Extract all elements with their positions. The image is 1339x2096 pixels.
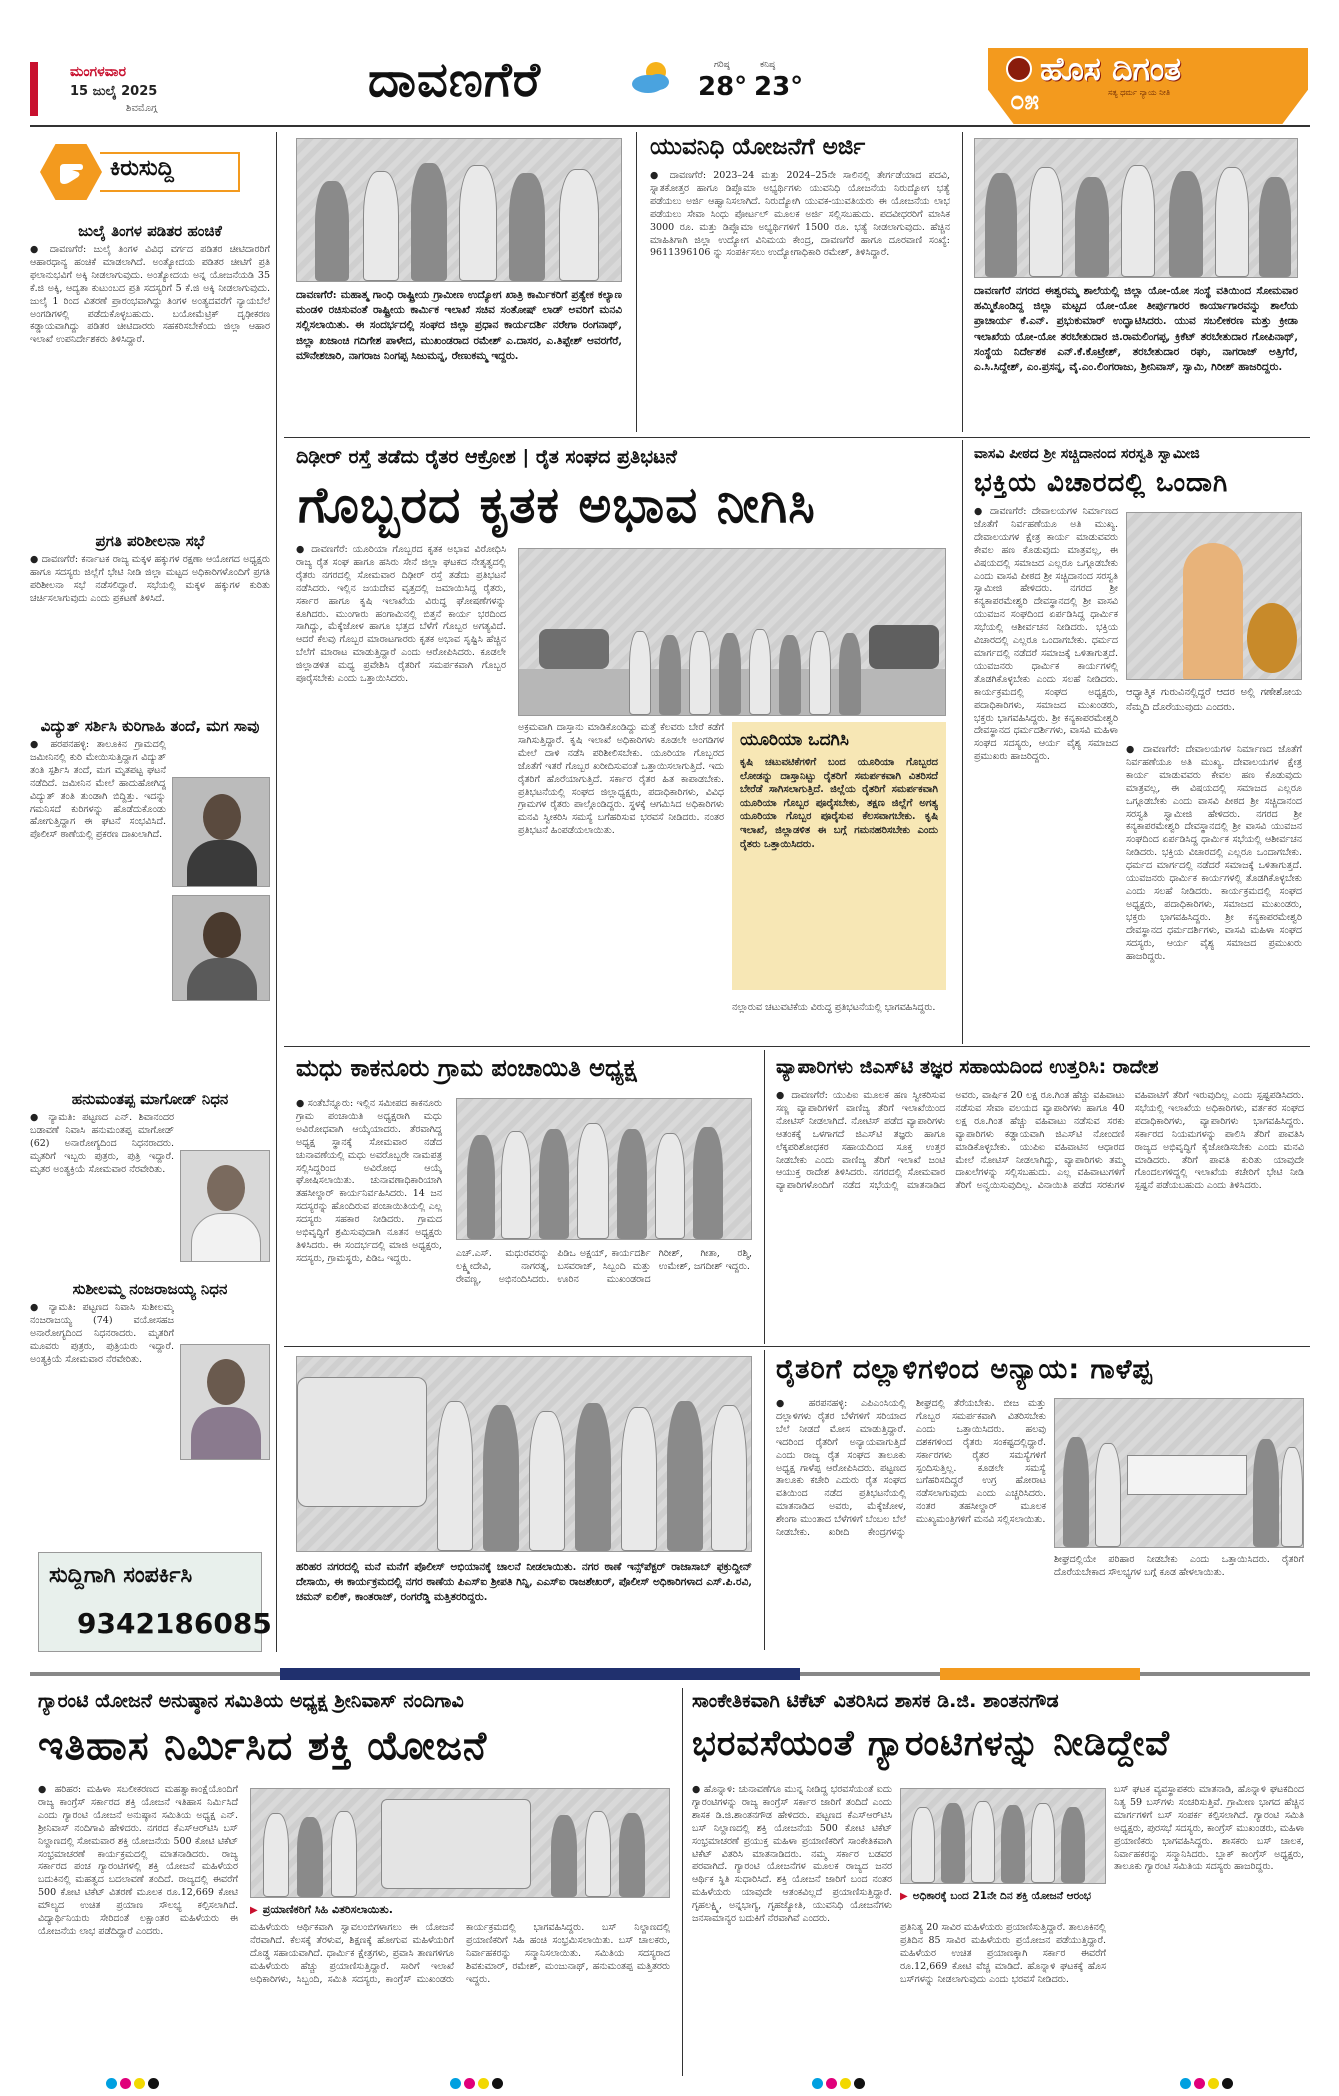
photo-person bbox=[509, 173, 545, 281]
photo-person bbox=[1063, 1437, 1089, 1547]
shakti-headline: ಇತಿಹಾಸ ನಿರ್ಮಿಸಿದ ಶಕ್ತಿ ಯೋಜನೆ bbox=[38, 1724, 488, 1769]
photo-person bbox=[1253, 1439, 1279, 1547]
gst-body: ● ದಾವಣಗೆರೆ: ಯುಪಿಐ ಮೂಲಕ ಹಣ ಸ್ವೀಕರಿಸುವ ಸಣ್ಣ ವ್ಯಾಪಾರಿಗಳಿಗೆ ವಾಣಿಜ್ಯ ತೆರಿಗೆ ಇಲಾಖೆಯಿಂದ ನೋಟಿಸ್ ನೀಡಲಾಗಿದೆ. ನೋಟಿಸ್ ಪಡೆದ ವ್ಯಾಪಾರಿಗಳು ಆತಂಕಕ್ಕೆ ಒಳಗಾಗದೆ ಜಿಎಸ್‌ಟಿ ತಜ್ಞರು ಹಾಗೂ ಲೆಕ್ಕಪರಿಶೋಧಕರ ಸಹಾಯದಿಂದ ಸೂಕ್ತ ಉತ್ತರ ನೀಡಬೇಕು ಎಂದು ವಾಣಿಜ್ಯ ತೆರಿಗೆ ಇಲಾಖೆ ಜಂಟಿ ಆಯುಕ್ತ ರಾದೇಶ ತಿಳಿಸಿದರು. ನಗರದಲ್ಲಿ ಸೋಮವಾರ ವ್ಯಾಪಾರಿಗಳೊಂದಿಗೆ ನಡೆದ ಸಭೆಯಲ್ಲಿ ಮಾತನಾಡಿದ ಅವರು, ವಾರ್ಷಿಕ 20 ಲಕ್ಷ ರೂ.ಗಿಂತ ಹೆಚ್ಚು ವಹಿವಾಟು ನಡೆಸುವ ಸೇವಾ ವಲಯದ ವ್ಯಾಪಾರಿಗಳು ಹಾಗೂ 40 ಲಕ್ಷ ರೂ.ಗಿಂತ ಹೆಚ್ಚು ವಹಿವಾಟು ನಡೆಸುವ ಸರಕು ವ್ಯಾಪಾರಿಗಳು ಕಡ್ಡಾಯವಾಗಿ ಜಿಎಸ್‌ಟಿ ನೋಂದಣಿ ಮಾಡಿಕೊಳ್ಳಬೇಕು. ಯುಪಿಐ ವಹಿವಾಟಿನ ಆಧಾರದ ಮೇಲೆ ನೋಟಿಸ್ ನೀಡಲಾಗಿದ್ದು, ವ್ಯಾಪಾರಿಗಳು ತಮ್ಮ ದಾಖಲೆಗಳನ್ನು ಸಲ್ಲಿಸಬಹುದು. ಎಲ್ಲ ವಹಿವಾಟುಗಳಿಗೆ ತೆರಿಗೆ ಅನ್ವಯಿಸುವುದಿಲ್ಲ. ವಿನಾಯಿತಿ ಪಡೆದ ಸರಕುಗಳ ವಹಿವಾಟಿಗೆ ತೆರಿಗೆ ಇರುವುದಿಲ್ಲ ಎಂದು ಸ್ಪಷ್ಟಪಡಿಸಿದರು. ಸಭೆಯಲ್ಲಿ ಇಲಾಖೆಯ ಅಧಿಕಾರಿಗಳು, ವರ್ತಕರ ಸಂಘದ ಪದಾಧಿಕಾರಿಗಳು, ವ್ಯಾಪಾರಿಗಳು ಭಾಗವಹಿಸಿದ್ದರು. ಸರ್ಕಾರದ ನಿಯಮಗಳನ್ನು ಪಾಲಿಸಿ ತೆರಿಗೆ ಪಾವತಿಸಿ ರಾಜ್ಯದ ಅಭಿವೃದ್ಧಿಗೆ ಕೈಜೋಡಿಸಬೇಕು ಎಂದು ಮನವಿ ಮಾಡಿದರು. ತೆರಿಗೆ ಪಾವತಿ ಕುರಿತು ಯಾವುದೇ ಗೊಂದಲಗಳಿದ್ದಲ್ಲಿ ಇಲಾಖೆಯ ಕಚೇರಿಗೆ ಭೇಟಿ ನೀಡಿ ಸ್ಪಷ್ಟನೆ ಪಡೆಯಬಹುದು ಎಂದು ತಿಳಿಸಿದರು. bbox=[776, 1090, 1304, 1192]
swamiji-body-col1: ● ದಾವಣಗೆರೆ: ದೇವಾಲಯಗಳ ನಿರ್ಮಾಣದ ಜೊತೆಗೆ ನಿರ್ವಹಣೆಯೂ ಅತಿ ಮುಖ್ಯ. ದೇವಾಲಯಗಳ ಕ್ಷೇತ್ರ ಕಾರ್ಯ ಮಾಡುವವರು ಕೇವಲ ಹಣ ಕೊಡುವುದು ಮಾತ್ರವಲ್ಲ, ಈ ವಿಷಯದಲ್ಲಿ ಸಮಾಜದ ಎಲ್ಲರೂ ಒಗ್ಗೂಡಬೇಕು ಎಂದು ವಾಸವಿ ಪೀಠದ ಶ್ರೀ ಸಚ್ಚಿದಾನಂದ ಸರಸ್ವತಿ ಸ್ವಾಮೀಜಿ ಹೇಳಿದರು. ನಗರದ ಶ್ರೀ ಕನ್ಯಕಾಪರಮೇಶ್ವರಿ ದೇವಸ್ಥಾನದಲ್ಲಿ ಶ್ರೀ ವಾಸವಿ ಯುವಜನ ಸಂಘದಿಂದ ಏರ್ಪಡಿಸಿದ್ದ ಧಾರ್ಮಿಕ ಸಭೆಯಲ್ಲಿ ಆಶೀರ್ವಚನ ನೀಡಿದರು. ಭಕ್ತಿಯ ವಿಚಾರದಲ್ಲಿ ಎಲ್ಲರೂ ಒಂದಾಗಬೇಕು. ಧರ್ಮದ ಮಾರ್ಗದಲ್ಲಿ ನಡೆದರೆ ಸಮಾಜಕ್ಕೆ ಒಳಿತಾಗುತ್ತದೆ. ಯುವಜನರು ಧಾರ್ಮಿಕ ಕಾರ್ಯಗಳಲ್ಲಿ ತೊಡಗಿಕೊಳ್ಳಬೇಕು ಎಂದು ಸಲಹೆ ನೀಡಿದರು. ಕಾರ್ಯಕ್ರಮದಲ್ಲಿ ಸಂಘದ ಅಧ್ಯಕ್ಷರು, ಪದಾಧಿಕಾರಿಗಳು, ಸಮಾಜದ ಮುಖಂಡರು, ಭಕ್ತರು ಭಾಗವಹಿಸಿದ್ದರು. ಶ್ರೀ ಕನ್ಯಕಾಪರಮೇಶ್ವರಿ ದೇವಸ್ಥಾನದ ಧರ್ಮದರ್ಶಿಗಳು, ವಾಸವಿ ಮಹಿಳಾ ಸಂಘದ ಸದಸ್ಯರು, ಆರ್ಯ ವೈಶ್ಯ ಸಮಾಜದ ಪ್ರಮುಖರು ಹಾಜರಿದ್ದರು. bbox=[974, 506, 1118, 763]
urea-box-title: ಯೂರಿಯಾ ಒದಗಿಸಿ bbox=[740, 730, 849, 750]
caption-arrow-icon: ▶ bbox=[900, 1891, 908, 1902]
photo-person bbox=[911, 1807, 935, 1883]
photo-person bbox=[551, 1815, 577, 1897]
swamiji-body-col2: ● ದಾವಣಗೆರೆ: ದೇವಾಲಯಗಳ ನಿರ್ಮಾಣದ ಜೊತೆಗೆ ನಿರ್ವಹಣೆಯೂ ಅತಿ ಮುಖ್ಯ. ದೇವಾಲಯಗಳ ಕ್ಷೇತ್ರ ಕಾರ್ಯ ಮಾಡುವವರು ಕೇವಲ ಹಣ ಕೊಡುವುದು ಮಾತ್ರವಲ್ಲ, ಈ ವಿಷಯದಲ್ಲಿ ಸಮಾಜದ ಎಲ್ಲರೂ ಒಗ್ಗೂಡಬೇಕು ಎಂದು ವಾಸವಿ ಪೀಠದ ಶ್ರೀ ಸಚ್ಚಿದಾನಂದ ಸರಸ್ವತಿ ಸ್ವಾಮೀಜಿ ಹೇಳಿದರು. ನಗರದ ಶ್ರೀ ಕನ್ಯಕಾಪರಮೇಶ್ವರಿ ದೇವಸ್ಥಾನದಲ್ಲಿ ಶ್ರೀ ವಾಸವಿ ಯುವಜನ ಸಂಘದಿಂದ ಏರ್ಪಡಿಸಿದ್ದ ಧಾರ್ಮಿಕ ಸಭೆಯಲ್ಲಿ ಆಶೀರ್ವಚನ ನೀಡಿದರು. ಭಕ್ತಿಯ ವಿಚಾರದಲ್ಲಿ ಎಲ್ಲರೂ ಒಂದಾಗಬೇಕು. ಧರ್ಮದ ಮಾರ್ಗದಲ್ಲಿ ನಡೆದರೆ ಸಮಾಜಕ್ಕೆ ಒಳಿತಾಗುತ್ತದೆ. ಯುವಜನರು ಧಾರ್ಮಿಕ ಕಾರ್ಯಗಳಲ್ಲಿ ತೊಡಗಿಕೊಳ್ಳಬೇಕು ಎಂದು ಸಲಹೆ ನೀಡಿದರು. ಕಾರ್ಯಕ್ರಮದಲ್ಲಿ ಸಂಘದ ಅಧ್ಯಕ್ಷರು, ಪದಾಧಿಕಾರಿಗಳು, ಸಮಾಜದ ಮುಖಂಡರು, ಭಕ್ತರು ಭಾಗವಹಿಸಿದ್ದರು. ಶ್ರೀ ಕನ್ಯಕಾಪರಮೇಶ್ವರಿ ದೇವಸ್ಥಾನದ ಧರ್ಮದರ್ಶಿಗಳು, ವಾಸವಿ ಮಹಿಳಾ ಸಂಘದ ಸದಸ್ಯರು, ಆರ್ಯ ವೈಶ್ಯ ಸಮಾಜದ ಪ್ರಮುಖರು ಹಾಜರಿದ್ದರು. bbox=[1126, 744, 1302, 962]
photo-guarantee-ticket bbox=[900, 1788, 1106, 1884]
photo-person bbox=[331, 1811, 357, 1897]
photo-swamiji-figure bbox=[1183, 543, 1243, 680]
photo-person bbox=[297, 1817, 323, 1897]
contact-label: ಸುದ್ದಿಗಾಗಿ ಸಂಪರ್ಕಿಸಿ bbox=[49, 1563, 193, 1588]
obituary-photo-hanumanthappa bbox=[180, 1150, 270, 1262]
guarantee-photo-caption-bar bbox=[900, 1884, 1106, 1918]
portrait-body bbox=[187, 958, 257, 1001]
sidebar-item-title: ಪ್ರಗತಿ ಪರಿಶೀಲನಾ ಸಭೆ bbox=[95, 532, 205, 550]
deceased-photo-father bbox=[172, 777, 270, 887]
paper-name: ಹೊಸ ದಿಗಂತ bbox=[1040, 50, 1182, 88]
photo-person bbox=[1075, 177, 1109, 277]
paper-logo bbox=[988, 48, 1308, 124]
guarantee-headline: ಭರವಸೆಯಂತೆ ಗ್ಯಾರಂಟಿಗಳನ್ನು ನೀಡಿದ್ದೇವೆ bbox=[692, 1724, 1171, 1764]
sidebar-item-title: ಸುಶೀಲಮ್ಮ ನಂಜರಾಜಯ್ಯ ನಿಧನ bbox=[72, 1280, 228, 1298]
sidebar-item-4 bbox=[30, 1090, 270, 1248]
row-rule bbox=[284, 1046, 1310, 1047]
photo-workers-memorandum bbox=[296, 138, 622, 282]
deceased-photo-son bbox=[172, 895, 270, 1001]
bar-gray-left bbox=[30, 1672, 280, 1676]
photo-person bbox=[1029, 167, 1063, 277]
lead-kicker: ದಿಢೀರ್ ರಸ್ತೆ ತಡೆದು ರೈತರ ಆಕ್ರೋಶ | ರೈತ ಸಂಘದ ಪ್ರತಿಭಟನೆ bbox=[296, 446, 677, 468]
photo-shakti-ticket bbox=[250, 1788, 670, 1898]
lead-body-col1: ● ದಾವಣಗೆರೆ: ಯೂರಿಯಾ ಗೊಬ್ಬರದ ಕೃತಕ ಅಭಾವ ವಿರೋಧಿಸಿ ರಾಜ್ಯ ರೈತ ಸಂಘ ಹಾಗೂ ಹಸಿರು ಸೇನೆ ಜಿಲ್ಲಾ ಘಟಕದ ನೇತೃತ್ವದಲ್ಲಿ ರೈತರು ನಗರದಲ್ಲಿ ಸೋಮವಾರ ದಿಢೀರ್ ರಸ್ತೆ ತಡೆದು ಪ್ರತಿಭಟನೆ ನಡೆಸಿದರು. ಇಲ್ಲಿನ ಜಯದೇವ ವೃತ್ತದಲ್ಲಿ ಜಮಾಯಿಸಿದ್ದ ರೈತರು, ಸರ್ಕಾರ ಹಾಗೂ ಕೃಷಿ ಇಲಾಖೆಯ ವಿರುದ್ಧ ಘೋಷಣೆಗಳನ್ನು ಕೂಗಿದರು. ಮುಂಗಾರು ಹಂಗಾಮಿನಲ್ಲಿ ಬಿತ್ತನೆ ಕಾರ್ಯ ಭರದಿಂದ ಸಾಗಿದ್ದು, ಮೆಕ್ಕೆಜೋಳ ಹಾಗೂ ಭತ್ತದ ಬೆಳೆಗೆ ಗೊಬ್ಬರ ಅಗತ್ಯವಿದೆ. ಆದರೆ ಕೆಲವು ಗೊಬ್ಬರ ಮಾರಾಟಗಾರರು ಕೃತಕ ಅಭಾವ ಸೃಷ್ಟಿಸಿ ಹೆಚ್ಚಿನ ಬೆಲೆಗೆ ಮಾರಾಟ ಮಾಡುತ್ತಿದ್ದಾರೆ ಎಂದು ಆರೋಪಿಸಿದರು. ಕೂಡಲೇ ಜಿಲ್ಲಾಡಳಿತ ಮಧ್ಯ ಪ್ರವೇಶಿಸಿ ರೈತರಿಗೆ ಸಮರ್ಪಕವಾಗಿ ಗೊಬ್ಬರ ಪೂರೈಸಬೇಕು ಎಂದು ಒತ್ತಾಯಿಸಿದರು. bbox=[296, 544, 506, 685]
photo-person bbox=[411, 163, 447, 281]
photo-person bbox=[1001, 1805, 1025, 1883]
masthead-rule bbox=[30, 125, 1310, 127]
masthead-red-rule bbox=[30, 62, 38, 116]
photo-person bbox=[655, 1133, 685, 1239]
photo-person bbox=[1259, 177, 1291, 277]
caption-arrow-icon: ▶ bbox=[250, 1905, 258, 1916]
guarantee-body-col1: ● ಹೊನ್ನಾಳಿ: ಚುನಾವಣೆಗೂ ಮುನ್ನ ನೀಡಿದ್ದ ಭರವಸೆಯಂತೆ ಐದು ಗ್ಯಾರಂಟಿಗಳನ್ನು ರಾಜ್ಯ ಕಾಂಗ್ರೆಸ್ ಸರ್ಕಾರ ಜಾರಿಗೆ ತಂದಿದೆ ಎಂದು ಶಾಸಕ ಡಿ.ಜಿ.ಶಾಂತನಗೌಡ ಹೇಳಿದರು. ಪಟ್ಟಣದ ಕೆಎಸ್‌ಆರ್‌ಟಿಸಿ ಬಸ್ ನಿಲ್ದಾಣದಲ್ಲಿ ಶಕ್ತಿ ಯೋಜನೆಯ 500 ಕೋಟಿ ಟಿಕೆಟ್ ಸಂಭ್ರಮಾಚರಣೆ ಪ್ರಯುಕ್ತ ಮಹಿಳಾ ಪ್ರಯಾಣಿಕರಿಗೆ ಸಾಂಕೇತಿಕವಾಗಿ ಟಿಕೆಟ್ ವಿತರಿಸಿ ಮಾತನಾಡಿದರು. ನಮ್ಮ ಸರ್ಕಾರ ಬಡವರ ಪರವಾಗಿದೆ. ಗ್ಯಾರಂಟಿ ಯೋಜನೆಗಳ ಮೂಲಕ ರಾಜ್ಯದ ಜನರ ಆರ್ಥಿಕ ಸ್ಥಿತಿ ಸುಧಾರಿಸಿದೆ. ಶಕ್ತಿ ಯೋಜನೆ ಜಾರಿಗೆ ಬಂದ ನಂತರ ಮಹಿಳೆಯರು ಯಾವುದೇ ಆತಂಕವಿಲ್ಲದೆ ಪ್ರಯಾಣಿಸುತ್ತಿದ್ದಾರೆ. ಗೃಹಲಕ್ಷ್ಮಿ, ಅನ್ನಭಾಗ್ಯ, ಗೃಹಜ್ಯೋತಿ, ಯುವನಿಧಿ ಯೋಜನೆಗಳು ಜನಸಾಮಾನ್ಯರ ಬದುಕಿಗೆ ನೆರವಾಗಿವೆ ಎಂದರು. bbox=[692, 1784, 892, 1925]
section-color-bar bbox=[30, 1668, 1310, 1680]
weather-icon bbox=[628, 58, 674, 98]
bar-orange bbox=[940, 1668, 1140, 1680]
sidebar-item-title: ಹನುಮಂತಪ್ಪ ಮಾಗೋಡ್ ನಿಧನ bbox=[71, 1090, 229, 1108]
photo-person bbox=[779, 635, 801, 715]
registration-mark bbox=[812, 2078, 870, 2090]
portrait-head bbox=[207, 1165, 245, 1211]
photo-police-campaign bbox=[296, 1356, 752, 1552]
photo-person bbox=[263, 1813, 289, 1897]
photo-banner bbox=[1127, 1455, 1247, 1495]
sidebar-item-title: ವಿದ್ಯುತ್ ಸರ್ಶಿಸಿ ಕುರಿಗಾಹಿ ತಂದೆ, ಮಗ ಸಾವು bbox=[40, 717, 260, 735]
row-rule bbox=[284, 437, 1310, 438]
masthead-day: ಮಂಗಳವಾರ bbox=[70, 64, 127, 80]
bar-gray-mid bbox=[800, 1672, 940, 1676]
farmers-body: ● ಹರಪನಹಳ್ಳಿ: ಎಪಿಎಂಸಿಯಲ್ಲಿ ದಲ್ಲಾಳಿಗಳು ರೈತರ ಬೆಳೆಗಳಿಗೆ ಸರಿಯಾದ ಬೆಲೆ ನೀಡದೆ ಮೋಸ ಮಾಡುತ್ತಿದ್ದಾರೆ. ಇದರಿಂದ ರೈತರಿಗೆ ಅನ್ಯಾಯವಾಗುತ್ತಿದೆ ಎಂದು ರಾಜ್ಯ ರೈತ ಸಂಘದ ತಾಲೂಕು ಅಧ್ಯಕ್ಷ ಗಾಳೆಪ್ಪ ಆರೋಪಿಸಿದರು. ಪಟ್ಟಣದ ತಾಲೂಕು ಕಚೇರಿ ಎದುರು ರೈತ ಸಂಘದ ವತಿಯಿಂದ ನಡೆದ ಪ್ರತಿಭಟನೆಯಲ್ಲಿ ಮಾತನಾಡಿದ ಅವರು, ಮೆಕ್ಕೆಜೋಳ, ಶೇಂಗಾ ಮುಂತಾದ ಬೆಳೆಗಳಿಗೆ ಬೆಂಬಲ ಬೆಲೆ ನೀಡಬೇಕು. ಖರೀದಿ ಕೇಂದ್ರಗಳನ್ನು ಶೀಘ್ರದಲ್ಲಿ ತೆರೆಯಬೇಕು. ಬೀಜ ಮತ್ತು ಗೊಬ್ಬರ ಸಮರ್ಪಕವಾಗಿ ವಿತರಿಸಬೇಕು ಎಂದು ಒತ್ತಾಯಿಸಿದರು. ಹಲವು ದಶಕಗಳಿಂದ ರೈತರು ಸಂಕಷ್ಟದಲ್ಲಿದ್ದಾರೆ. ಸರ್ಕಾರಗಳು ರೈತರ ಸಮಸ್ಯೆಗಳಿಗೆ ಸ್ಪಂದಿಸುತ್ತಿಲ್ಲ. ಕೂಡಲೇ ಸಮಸ್ಯೆ ಬಗೆಹರಿಸದಿದ್ದರೆ ಉಗ್ರ ಹೋರಾಟ ನಡೆಸಲಾಗುವುದು ಎಂದು ಎಚ್ಚರಿಸಿದರು. ನಂತರ ತಹಸೀಲ್ದಾರ್ ಮೂಲಕ ಮುಖ್ಯಮಂತ್ರಿಗಳಿಗೆ ಮನವಿ ಸಲ್ಲಿಸಲಾಯಿತು. bbox=[776, 1398, 1046, 1539]
photo-person bbox=[749, 629, 771, 715]
page-number: ೦೫ bbox=[1010, 86, 1040, 116]
min-temp: 23° bbox=[754, 72, 804, 102]
madhu-body-col2: ಎಚ್.ಎಸ್. ಮಧುರವರನ್ನು ಲಕ್ಷ್ಮೀದೇವಿ, ನಾಗರತ್ನ, ರೇವಣ್ಣ, ಅಭಿನಂದಿಸಿದರು. ಪಿಡಿಒ ಅಕ್ಷಯ್, ಕಾರ್ಯದರ್ಶಿ ಬಸವರಾಜ್, ಸಿಬ್ಬಂದಿ ಮತ್ತು ಊರಿನ ಮುಖಂಡರಾದ ಗಿರೀಶ್, ಗೀತಾ, ರಶ್ಮಿ, ಉಮೇಶ್, ಜಗದೀಶ್ ಇದ್ದರು. bbox=[456, 1248, 752, 1285]
photo-person bbox=[577, 1123, 609, 1239]
sidebar-item-title: ಜುಲೈ ತಿಂಗಳ ಪಡಿತರ ಹಂಚಿಕೆ bbox=[78, 222, 222, 240]
portrait-body bbox=[191, 1407, 261, 1460]
photo-car bbox=[539, 629, 609, 669]
badge-label: ಕಿರುಸುದ್ದಿ bbox=[110, 156, 174, 181]
yuvanidhi-body: ● ದಾವಣಗೆರೆ: 2023–24 ಮತ್ತು 2024–25ನೇ ಸಾಲಿನಲ್ಲಿ ತೇರ್ಗಡೆಯಾದ ಪದವಿ, ಸ್ನಾತಕೋತ್ತರ ಹಾಗೂ ಡಿಪ್ಲೊಮಾ ಅಭ್ಯರ್ಥಿಗಳು ಯುವನಿಧಿ ಯೋಜನೆಯ ನಿರುದ್ಯೋಗ ಭತ್ಯೆ ಪಡೆಯಲು ಅರ್ಜಿ ಆಹ್ವಾನಿಸಲಾಗಿದೆ. ನಿರುದ್ಯೋಗಿ ಯುವಕ-ಯುವತಿಯರು ಈ ಯೋಜನೆಯ ಲಾಭ ಪಡೆಯಲು ಸೇವಾ ಸಿಂಧು ಪೋರ್ಟಲ್ ಮೂಲಕ ಅರ್ಜಿ ಸಲ್ಲಿಸಬಹುದು. ಪದವೀಧರರಿಗೆ ಮಾಸಿಕ 3000 ರೂ. ಮತ್ತು ಡಿಪ್ಲೊಮಾ ಅಭ್ಯರ್ಥಿಗಳಿಗೆ 1500 ರೂ. ಭತ್ಯೆ ನೀಡಲಾಗುವುದು. ಹೆಚ್ಚಿನ ಮಾಹಿತಿಗಾಗಿ ಜಿಲ್ಲಾ ಉದ್ಯೋಗ ವಿನಿಮಯ ಕೇಂದ್ರ, ದಾವಣಗೆರೆ ಹಾಗೂ ದೂರವಾಣಿ ಸಂಖ್ಯೆ: 9611396106 ನ್ನು ಸಂಪರ್ಕಿಸಲು ಉದ್ಯೋಗಾಧಿಕಾರಿ ರಮೇಶ್, ತಿಳಿಸಿದ್ದಾರೆ. bbox=[650, 170, 950, 259]
photo-person bbox=[363, 171, 399, 281]
photo-person bbox=[529, 1411, 565, 1551]
photo-person bbox=[575, 1403, 611, 1551]
photo-person bbox=[1095, 1443, 1121, 1547]
shakti-body-col1: ● ಹರಿಹರ: ಮಹಿಳಾ ಸಬಲೀಕರಣದ ಮಹತ್ವಾಕಾಂಕ್ಷೆಯೊಂದಿಗೆ ರಾಜ್ಯ ಕಾಂಗ್ರೆಸ್ ಸರ್ಕಾರದ ಶಕ್ತಿ ಯೋಜನೆ ಇತಿಹಾಸ ನಿರ್ಮಿಸಿದೆ ಎಂದು ಗ್ಯಾರಂಟಿ ಯೋಜನೆ ಅನುಷ್ಠಾನ ಸಮಿತಿಯ ಅಧ್ಯಕ್ಷ ಎನ್. ಶ್ರೀನಿವಾಸ್ ನಂದಿಗಾವಿ ಹೇಳಿದರು. ನಗರದ ಕೆಎಸ್‌ಆರ್‌ಟಿಸಿ ಬಸ್ ನಿಲ್ದಾಣದಲ್ಲಿ ಸೋಮವಾರ ಶಕ್ತಿ ಯೋಜನೆಯ 500 ಕೋಟಿ ಟಿಕೆಟ್ ಸಂಭ್ರಮಾಚರಣೆ ಕಾರ್ಯಕ್ರಮದಲ್ಲಿ ಮಾತನಾಡಿದರು. ರಾಜ್ಯ ಸರ್ಕಾರದ ಪಂಚ ಗ್ಯಾರಂಟಿಗಳಲ್ಲಿ ಶಕ್ತಿ ಯೋಜನೆ ಮಹಿಳೆಯರ ಬದುಕಿನಲ್ಲಿ ಮಹತ್ವದ ಬದಲಾವಣೆ ತಂದಿದೆ. ರಾಜ್ಯದಲ್ಲಿ ಈವರೆಗೆ 500 ಕೋಟಿ ಟಿಕೆಟ್ ವಿತರಣೆ ಮೂಲಕ ರೂ.12,669 ಕೋಟಿ ಮೌಲ್ಯದ ಉಚಿತ ಪ್ರಯಾಣ ಸೌಲಭ್ಯ ಕಲ್ಪಿಸಲಾಗಿದೆ. ವಿದ್ಯಾರ್ಥಿನಿಯರು ಸೇರಿದಂತೆ ಲಕ್ಷಾಂತರ ಮಹಿಳೆಯರು ಈ ಯೋಜನೆಯ ಲಾಭ ಪಡೆದಿದ್ದಾರೆ ಎಂದರು. bbox=[38, 1784, 238, 1937]
photo-farmers-galeppa bbox=[1054, 1398, 1304, 1548]
photo-person bbox=[1281, 1447, 1303, 1547]
shakti-body-col2: ಮಹಿಳೆಯರು ಆರ್ಥಿಕವಾಗಿ ಸ್ವಾವಲಂಬಿಗಳಾಗಲು ಈ ಯೋಜನೆ ನೆರವಾಗಿದೆ. ಕೆಲಸಕ್ಕೆ ತೆರಳುವ, ಶಿಕ್ಷಣಕ್ಕೆ ಹೋಗುವ ಮಹಿಳೆಯರಿಗೆ ದೊಡ್ಡ ಸಹಾಯವಾಗಿದೆ. ಧಾರ್ಮಿಕ ಕ್ಷೇತ್ರಗಳು, ಪ್ರವಾಸಿ ತಾಣಗಳಿಗೂ ಮಹಿಳೆಯರು ಹೆಚ್ಚು ಪ್ರಯಾಣಿಸುತ್ತಿದ್ದಾರೆ. ಸಾರಿಗೆ ಇಲಾಖೆ ಅಧಿಕಾರಿಗಳು, ಸಿಬ್ಬಂದಿ, ಸಮಿತಿ ಸದಸ್ಯರು, ಕಾಂಗ್ರೆಸ್ ಮುಖಂಡರು ಕಾರ್ಯಕ್ರಮದಲ್ಲಿ ಭಾಗವಹಿಸಿದ್ದರು. ಬಸ್ ನಿಲ್ದಾಣದಲ್ಲಿ ಪ್ರಯಾಣಿಕರಿಗೆ ಸಿಹಿ ಹಂಚಿ ಸಂಭ್ರಮಿಸಲಾಯಿತು. ಬಸ್ ಚಾಲಕರು, ನಿರ್ವಾಹಕರನ್ನು ಸನ್ಮಾನಿಸಲಾಯಿತು. ಸಮಿತಿಯ ಸದಸ್ಯರಾದ ಶಿವಕುಮಾರ್, ರಮೇಶ್, ಮಂಜುನಾಥ್, ಹನುಮಂತಪ್ಪ ಮತ್ತಿತರರು ಇದ್ದರು. bbox=[250, 1922, 670, 1985]
portrait-body bbox=[191, 1213, 261, 1262]
photo-person bbox=[315, 181, 349, 281]
photo-person bbox=[693, 1127, 723, 1239]
portrait-head bbox=[207, 1359, 245, 1405]
photo-person bbox=[659, 635, 681, 715]
photo-person bbox=[1169, 171, 1203, 277]
photo-person bbox=[839, 633, 861, 715]
photo-yoyo-caption: ದಾವಣಗೆರೆ ನಗರದ ಈಶ್ವರಮ್ಮ ಶಾಲೆಯಲ್ಲಿ ಜಿಲ್ಲಾ ಯೋ-ಯೋ ಸಂಸ್ಥೆ ವತಿಯಿಂದ ಸೋಮವಾರ ಹಮ್ಮಿಕೊಂಡಿದ್ದ ಜಿಲ್ಲಾ ಮಟ್ಟದ ಯೋ-ಯೋ ತೀರ್ಪುಗಾರರ ಕಾರ್ಯಾಗಾರವನ್ನು ಶಾಲೆಯ ಪ್ರಾಚಾರ್ಯ ಕೆ.ಎನ್. ಪ್ರಭುಕುಮಾರ್ ಉದ್ಘಾಟಿಸಿದರು. ಯುವ ಸಬಲೀಕರಣ ಮತ್ತು ಕ್ರೀಡಾ ಇಲಾಖೆಯ ಯೋ-ಯೋ ತರಬೇತುದಾರ ಜಿ.ರಾಮಲಿಂಗಪ್ಪ, ಕ್ರಿಕೆಟ್ ತರಬೇತುದಾರ ಗೋಪಿನಾಥ್, ಸಂಸ್ಥೆಯ ನಿರ್ದೇಶಕ ಎನ್.ಕೆ.ಕೊಟ್ರೇಶ್, ತರಬೇತುದಾರ ರಘು, ನಾಗರಾಜ್ ಅತ್ತಿಗೆರೆ, ಎ.ಸಿ.ಸಿದ್ದೇಶ್, ಎಂ.ಪ್ರಸನ್ನ, ವೈ.ಎಂ.ಲಿಂಗರಾಜು, ಶ್ರೀನಿವಾಸ್, ಸ್ವಾಮಿ, ಗಿರೀಶ್ ಹಾಜರಿದ್ದರು. bbox=[974, 285, 1298, 374]
urea-box-body: ಕೃಷಿ ಚಟುವಟಿಕೆಗಳಿಗೆ ಬಂದ ಯೂರಿಯಾ ಗೊಬ್ಬರದ ಲೋಡನ್ನು ದಾಸ್ತಾನಿಟ್ಟು ರೈತರಿಗೆ ಸಮರ್ಪಕವಾಗಿ ವಿತರಿಸದೆ ಬೇರೆಡೆ ಸಾಗಿಸಲಾಗುತ್ತಿದೆ. ಜಿಲ್ಲೆಯ ರೈತರಿಗೆ ಸಮರ್ಪಕವಾಗಿ ಯೂರಿಯಾ ಗೊಬ್ಬರ ಪೂರೈಸಬೇಕು, ತಕ್ಷಣ ಜಿಲ್ಲೆಗೆ ಅಗತ್ಯ ಯೂರಿಯಾ ಗೊಬ್ಬರ ಪೂರೈಸುವ ಕೆಲಸವಾಗಬೇಕು. ಕೃಷಿ ಇಲಾಖೆ, ಜಿಲ್ಲಾಡಳಿತ ಈ ಬಗ್ಗೆ ಗಮನಹರಿಸಬೇಕು ಎಂದು ರೈತರು ಒತ್ತಾಯಿಸಿದರು. bbox=[740, 757, 938, 850]
photo-madhu-felicitation bbox=[456, 1098, 752, 1240]
photo-person bbox=[667, 1401, 703, 1551]
photo-person bbox=[617, 1129, 647, 1239]
photo-person bbox=[585, 1811, 611, 1897]
col-divider bbox=[636, 132, 637, 432]
photo-farmers-protest bbox=[518, 548, 946, 716]
sidebar-item-1 bbox=[30, 222, 270, 562]
portrait-body bbox=[187, 840, 257, 887]
row-rule bbox=[284, 1346, 1310, 1347]
photo-person bbox=[689, 631, 711, 715]
col-divider bbox=[764, 1050, 765, 1344]
lead-body-col2: ಅಕ್ರಮವಾಗಿ ದಾಸ್ತಾನು ಮಾಡಿಕೊಂಡಿದ್ದು ಮತ್ತೆ ಕೆಲವರು ಬೇರೆ ಕಡೆಗೆ ಸಾಗಿಸುತ್ತಿದ್ದಾರೆ. ಕೃಷಿ ಇಲಾಖೆ ಅಧಿಕಾರಿಗಳು ಕೂಡಲೇ ಅಂಗಡಿಗಳ ಮೇಲೆ ದಾಳಿ ನಡೆಸಿ ಪರಿಶೀಲಿಸಬೇಕು. ಯೂರಿಯಾ ಗೊಬ್ಬರದ ಜೊತೆಗೆ ಇತರೆ ಗೊಬ್ಬರ ಖರೀದಿಸುವಂತೆ ಒತ್ತಾಯಿಸಲಾಗುತ್ತಿದೆ. ಇದು ರೈತರಿಗೆ ಹೊರೆಯಾಗುತ್ತಿದೆ. ಸರ್ಕಾರ ರೈತರ ಹಿತ ಕಾಪಾಡಬೇಕು. ಪ್ರತಿಭಟನೆಯಲ್ಲಿ ಸಂಘದ ಜಿಲ್ಲಾಧ್ಯಕ್ಷರು, ಪದಾಧಿಕಾರಿಗಳು, ವಿವಿಧ ಗ್ರಾಮಗಳ ರೈತರು ಪಾಲ್ಗೊಂಡಿದ್ದರು. ಸ್ಥಳಕ್ಕೆ ಆಗಮಿಸಿದ ಅಧಿಕಾರಿಗಳು ಮನವಿ ಸ್ವೀಕರಿಸಿ ಸಮಸ್ಯೆ ಬಗೆಹರಿಸುವ ಭರವಸೆ ನೀಡಿದರು. ನಂತರ ಪ್ರತಿಭಟನೆ ಹಿಂಪಡೆಯಲಾಯಿತು. bbox=[518, 722, 724, 837]
photo-person bbox=[971, 1801, 995, 1883]
max-temp-label: ಗರಿಷ್ಠ bbox=[714, 60, 730, 70]
shakti-kicker: ಗ್ಯಾರಂಟಿ ಯೋಜನೆ ಅನುಷ್ಠಾನ ಸಮಿತಿಯ ಅಧ್ಯಕ್ಷ ಶ್ರೀನಿವಾಸ್ ನಂದಿಗಾವಿ bbox=[38, 1690, 464, 1712]
swamiji-kicker: ವಾಸವಿ ಪೀಠದ ಶ್ರೀ ಸಚ್ಚಿದಾನಂದ ಸರಸ್ವತಿ ಸ್ವಾಮೀಜಿ bbox=[974, 446, 1200, 462]
sidebar-item-body: ● ಹರಪನಹಳ್ಳಿ: ತಾಲೂಕಿನ ಗ್ರಾಮದಲ್ಲಿ ಜಮೀನಿನಲ್ಲಿ ಕುರಿ ಮೇಯಿಸುತ್ತಿದ್ದಾಗ ವಿದ್ಯುತ್ ತಂತಿ ಸ್ಪರ್ಶಿಸಿ ತಂದೆ, ಮಗ ಮೃತಪಟ್ಟ ಘಟನೆ ನಡೆದಿದೆ. ಜಮೀನಿನ ಮೇಲೆ ಹಾದುಹೋಗಿದ್ದ ವಿದ್ಯುತ್ ತಂತಿ ತುಂಡಾಗಿ ಬಿದ್ದಿತ್ತು. ಇದನ್ನು ಗಮನಿಸದೆ ಕುರಿಗಳನ್ನು ಹೊಡೆದುಕೊಂಡು ಹೋಗುತ್ತಿದ್ದಾಗ ಈ ಘಟನೆ ಸಂಭವಿಸಿದೆ. ಪೊಲೀಸ್ ಠಾಣೆಯಲ್ಲಿ ಪ್ರಕರಣ ದಾಖಲಾಗಿದೆ. bbox=[30, 739, 166, 841]
guarantee-body-col2: ಪ್ರತಿನಿತ್ಯ 20 ಸಾವಿರ ಮಹಿಳೆಯರು ಪ್ರಯಾಣಿಸುತ್ತಿದ್ದಾರೆ. ತಾಲೂಕಿನಲ್ಲಿ ಪ್ರತಿದಿನ 85 ಸಾವಿರ ಮಹಿಳೆಯರು ಪ್ರಯೋಜನ ಪಡೆಯುತ್ತಿದ್ದಾರೆ. ಮಹಿಳೆಯರ ಉಚಿತ ಪ್ರಯಾಣಕ್ಕಾಗಿ ಸರ್ಕಾರ ಈವರೆಗೆ ರೂ.12,669 ಕೋಟಿ ವೆಚ್ಚ ಮಾಡಿದೆ. ಹೊನ್ನಾಳಿ ಘಟಕಕ್ಕೆ ಹೊಸ ಬಸ್‌ಗಳನ್ನು ನೀಡಲಾಗುವುದು ಎಂದು ಭರವಸೆ ನೀಡಿದರು. bbox=[900, 1922, 1106, 1985]
edition-title: ದಾವಣಗೆರೆ bbox=[368, 52, 542, 108]
photo-swamiji bbox=[1126, 512, 1302, 680]
photo-person bbox=[559, 169, 599, 281]
photo-person bbox=[483, 1405, 519, 1551]
badge-icon bbox=[40, 144, 102, 200]
photo-vehicle bbox=[297, 1377, 427, 1507]
sidebar-item-body: ● ದಾವಣಗೆರೆ: ಜುಲೈ ತಿಂಗಳ ವಿವಿಧ ವರ್ಗದ ಪಡಿತರ ಚೀಟಿದಾರರಿಗೆ ಆಹಾರಧಾನ್ಯ ಹಂಚಿಕೆ ಮಾಡಲಾಗಿದೆ. ಅಂತ್ಯೋದಯ ಪಡಿತರ ಚೀಟಿಗೆ ಪ್ರತಿ ಫಲಾನುಭವಿಗೆ ಅಕ್ಕಿ ನೀಡಲಾಗುವುದು. ಅಂತ್ಯೋದಯ ಅನ್ನ ಯೋಜನೆಯಡಿ 35 ಕೆ.ಜಿ ಅಕ್ಕಿ, ಆದ್ಯತಾ ಕುಟುಂಬದ ಪ್ರತಿ ಸದಸ್ಯರಿಗೆ 5 ಕೆ.ಜಿ ಅಕ್ಕಿ ನೀಡಲಾಗುವುದು. ಜುಲೈ 1 ರಿಂದ ವಿತರಣೆ ಪ್ರಾರಂಭವಾಗಿದ್ದು ತಿಂಗಳ ಅಂತ್ಯದವರೆಗೆ ನ್ಯಾಯಬೆಲೆ ಅಂಗಡಿಗಳಲ್ಲಿ ಪಡೆದುಕೊಳ್ಳಬಹುದು. ಬಯೋಮೆಟ್ರಿಕ್ ದೃಢೀಕರಣ ಕಡ್ಡಾಯವಾಗಿದ್ದು ಪಡಿತರ ಚೀಟಿದಾರರು ಸಹಕರಿಸಬೇಕೆಂದು ಜಿಲ್ಲಾ ಆಹಾರ ಇಲಾಖೆ ಉಪನಿರ್ದೇಶಕರು ತಿಳಿಸಿದ್ದಾರೆ. bbox=[30, 244, 270, 346]
portrait-head bbox=[203, 794, 241, 840]
col-divider bbox=[764, 1350, 765, 1650]
paper-tagline: ಸತ್ಯ ಧರ್ಮ ನ್ಯಾಯ ನೀತಿ bbox=[1108, 88, 1171, 97]
madhu-body-col1: ● ಸಂತೆಬೆನ್ನೂರು: ಇಲ್ಲಿನ ಸಮೀಪದ ಕಾಕನೂರು ಗ್ರಾಮ ಪಂಚಾಯಿತಿ ಅಧ್ಯಕ್ಷರಾಗಿ ಮಧು ಅವಿರೋಧವಾಗಿ ಆಯ್ಕೆಯಾದರು. ತೆರವಾಗಿದ್ದ ಅಧ್ಯಕ್ಷ ಸ್ಥಾನಕ್ಕೆ ಸೋಮವಾರ ನಡೆದ ಚುನಾವಣೆಯಲ್ಲಿ ಮಧು ಅವರೊಬ್ಬರೇ ನಾಮಪತ್ರ ಸಲ್ಲಿಸಿದ್ದರಿಂದ ಅವಿರೋಧ ಆಯ್ಕೆ ಘೋಷಿಸಲಾಯಿತು. ಚುನಾವಣಾಧಿಕಾರಿಯಾಗಿ ತಹಸೀಲ್ದಾರ್ ಕಾರ್ಯನಿರ್ವಹಿಸಿದರು. 14 ಜನ ಸದಸ್ಯರನ್ನು ಹೊಂದಿರುವ ಪಂಚಾಯಿತಿಯಲ್ಲಿ ಎಲ್ಲ ಸದಸ್ಯರು ಸಹಕಾರ ನೀಡಿದರು. ಗ್ರಾಮದ ಅಭಿವೃದ್ಧಿಗೆ ಶ್ರಮಿಸುವುದಾಗಿ ನೂತನ ಅಧ್ಯಕ್ಷರು ತಿಳಿಸಿದರು. ಈ ಸಂದರ್ಭದಲ್ಲಿ ಮಾಜಿ ಅಧ್ಯಕ್ಷರು, ಸದಸ್ಯರು, ಗ್ರಾಮಸ್ಥರು, ಪಿಡಿಒ ಇದ್ದರು. bbox=[296, 1098, 442, 1264]
photo-person bbox=[621, 1407, 657, 1551]
masthead-date: 15 ಜುಲೈ 2025 bbox=[70, 84, 158, 99]
lead-body-col3: ನಲ್ಲಾರುವ ಚಟುವಟಿಕೆಯ ವಿರುದ್ಧ ಪ್ರತಿಭಟನೆಯಲ್ಲಿ ಭಾಗವಹಿಸಿದ್ದರು. bbox=[732, 1002, 936, 1013]
news-contact-box bbox=[38, 1552, 272, 1652]
photo-bus bbox=[381, 1799, 531, 1889]
col-divider bbox=[962, 440, 963, 1044]
shakti-photo-caption-bar bbox=[250, 1898, 670, 1920]
photo-person bbox=[719, 633, 741, 715]
photo-person bbox=[1121, 165, 1155, 277]
bar-navy bbox=[280, 1668, 800, 1680]
bar-gray-right bbox=[1140, 1672, 1310, 1676]
photo-person bbox=[619, 1813, 645, 1897]
sidebar-item-2 bbox=[30, 532, 270, 712]
photo-person bbox=[459, 165, 497, 281]
urea-box bbox=[732, 722, 946, 990]
photo-person bbox=[985, 173, 1017, 277]
portrait-head bbox=[203, 912, 241, 958]
logo-emblem-icon bbox=[1006, 56, 1032, 82]
sidebar-item-body: ● ನ್ಯಾಮತಿ: ಪಟ್ಟಣದ ಎನ್. ಶಿವಾನಂದರ ಬಡಾವಣೆ ನಿವಾಸಿ ಹನುಮಂತಪ್ಪ ಮಾಗೋಡ್ (62) ಅನಾರೋಗ್ಯದಿಂದ ನಿಧನರಾದರು. ಮೃತರಿಗೆ ಇಬ್ಬರು ಪುತ್ರರು, ಪುತ್ರಿ ಇದ್ದಾರೆ. ಮೃತರ ಅಂತ್ಯಕ್ರಿಯೆ ಸೋಮವಾರ ನೆರವೇರಿತು. bbox=[30, 1112, 174, 1175]
yuvanidhi-headline: ಯುವನಿಧಿ ಯೋಜನೆಗೆ ಅರ್ಜಿ bbox=[650, 134, 866, 160]
contact-number: 9342186085 bbox=[77, 1607, 272, 1640]
sidebar bbox=[30, 132, 270, 1652]
registration-mark bbox=[1180, 2078, 1238, 2090]
sidebar-item-body: ● ದಾವಣಗೆರೆ: ಕರ್ನಾಟಕ ರಾಜ್ಯ ಮಕ್ಕಳ ಹಕ್ಕುಗಳ ರಕ್ಷಣಾ ಆಯೋಗದ ಅಧ್ಯಕ್ಷರು ಹಾಗೂ ಸದಸ್ಯರು ಜಿಲ್ಲೆಗೆ ಭೇಟಿ ನೀಡಿ ಜಿಲ್ಲಾ ಮಟ್ಟದ ಅಧಿಕಾರಿಗಳೊಂದಿಗೆ ಪ್ರಗತಿ ಪರಿಶೀಲನಾ ಸಭೆ ನಡೆಸಲಿದ್ದಾರೆ. ಸಭೆಯಲ್ಲಿ ಮಕ್ಕಳ ಹಕ್ಕುಗಳ ಕುರಿತು ಚರ್ಚಿಸಲಾಗುವುದು ಎಂದು ಪ್ರಕಟಣೆ ತಿಳಿಸಿದೆ. bbox=[30, 554, 270, 604]
sidebar-divider bbox=[276, 132, 277, 1652]
photo-workers-caption: ದಾವಣಗೆರೆ: ಮಹಾತ್ಮ ಗಾಂಧಿ ರಾಷ್ಟ್ರೀಯ ಗ್ರಾಮೀಣ ಉದ್ಯೋಗ ಖಾತ್ರಿ ಕಾರ್ಮಿಕರಿಗೆ ಪ್ರತ್ಯೇಕ ಕಲ್ಯಾಣ ಮಂಡಳಿ ರಚಿಸುವಂತೆ ರಾಷ್ಟ್ರೀಯ ಕಾರ್ಮಿಕ ಇಲಾಖೆ ಸಚಿವ ಸಂತೋಷ್ ಲಾಡ್ ಅವರಿಗೆ ಮನವಿ ಸಲ್ಲಿಸಲಾಯಿತು. ಈ ಸಂದರ್ಭದಲ್ಲಿ ಸಂಘದ ಜಿಲ್ಲಾ ಪ್ರಧಾನ ಕಾರ್ಯದರ್ಶಿ ನರೇಗಾ ರಂಗನಾಥ್, ಜಿಲ್ಲಾ ಖಜಾಂಚಿ ಗದಿಗೇಶ ಪಾಳೇದ, ಮುಖಂಡರಾದ ರಮೇಶ್ ಎ.ದಾಸರ, ಎ.ತಿಪ್ಪೇಶ್ ಆವರಗೆರೆ, ಮೌನೇಶಚಾರಿ, ನಾಗರಾಜ ನಿಂಗಪ್ಪ ಸಿಜುಮನ್ನ, ರೇಣುಕಮ್ಮ ಇದ್ದರು. bbox=[296, 289, 622, 362]
gst-headline: ವ್ಯಾಪಾರಿಗಳು ಜಿಎಸ್‌ಟಿ ತಜ್ಞರ ಸಹಾಯದಿಂದ ಉತ್ತರಿಸಿ: ರಾದೇಶ bbox=[776, 1056, 1159, 1078]
photo-person bbox=[1061, 1807, 1085, 1883]
shakti-photo-caption: ಪ್ರಯಾಣಿಕರಿಗೆ ಸಿಹಿ ವಿತರಿಸಲಾಯಿತು. bbox=[262, 1903, 393, 1916]
col-divider bbox=[682, 1688, 683, 2076]
photo-yoyo-workshop bbox=[974, 138, 1298, 278]
max-temp: 28° bbox=[698, 72, 748, 102]
kirusuddi-badge bbox=[40, 144, 260, 200]
registration-mark bbox=[450, 2078, 508, 2090]
photo-person bbox=[941, 1803, 965, 1883]
photo-car bbox=[869, 625, 939, 669]
farmers-headline: ರೈತರಿಗೆ ದಲ್ಲಾಳಿಗಳಿಂದ ಅನ್ಯಾಯ: ಗಾಳೆಪ್ಪ bbox=[776, 1354, 1153, 1385]
photo-police-caption: ಹರಿಹರ ನಗರದಲ್ಲಿ ಮನೆ ಮನೆಗೆ ಪೊಲೀಸ್ ಅಭಿಯಾನಕ್ಕೆ ಚಾಲನೆ ನೀಡಲಾಯಿತು. ನಗರ ಠಾಣೆ ಇನ್ಸ್‌ಪೆಕ್ಟರ್ ರಾಜಾಸಾಬ್ ಫಕ್ರುದ್ದೀನ್ ದೇಸಾಯಿ, ಈ ಕಾರ್ಯಕ್ರಮದಲ್ಲಿ ನಗರ ಠಾಣೆಯ ಪಿಎಸ್ಐ ಶ್ರೀಪತಿ ಗಿನ್ನಿ, ಎಎಸ್ಐ ರಾಜಶೇಖರ್, ಪೊಲೀಸ್ ಅಧಿಕಾರಿಗಳಾದ ಎಸ್.ಪಿ.ರವಿ, ಚಮನ್ ಐಲಿಕ್, ಕಾಂತರಾಜ್, ರಂಗರೆಡ್ಡಿ ಮತ್ತಿತರರಿದ್ದರು. bbox=[296, 1561, 752, 1604]
farmers-photo-caption: ಶೀಘ್ರದಲ್ಲಿಯೇ ಪರಿಹಾರ ನೀಡಬೇಕು ಎಂದು ಒತ್ತಾಯಿಸಿದರು. ರೈತರಿಗೆ ದೊರೆಯಬೇಕಾದ ಸೌಲಭ್ಯಗಳ ಬಗ್ಗೆ ಕೂಡ ಹೇಳಲಾಯಿತು. bbox=[1054, 1554, 1304, 1578]
guarantee-body-col3: ಬಸ್ ಘಟಕ ವ್ಯವಸ್ಥಾಪಕರು ಮಾತನಾಡಿ, ಹೊನ್ನಾಳಿ ಘಟಕದಿಂದ ನಿತ್ಯ 59 ಬಸ್‌ಗಳು ಸಂಚರಿಸುತ್ತಿವೆ. ಗ್ರಾಮೀಣ ಭಾಗದ ಹೆಚ್ಚಿನ ಮಾರ್ಗಗಳಿಗೆ ಬಸ್ ಸಂಪರ್ಕ ಕಲ್ಪಿಸಲಾಗಿದೆ. ಗ್ಯಾರಂಟಿ ಸಮಿತಿ ಅಧ್ಯಕ್ಷರು, ಪುರಸಭೆ ಸದಸ್ಯರು, ಕಾಂಗ್ರೆಸ್ ಮುಖಂಡರು, ಮಹಿಳಾ ಪ್ರಯಾಣಿಕರು ಭಾಗವಹಿಸಿದ್ದರು. ಶಾಸಕರು ಬಸ್ ಚಾಲಕ, ನಿರ್ವಾಹಕರನ್ನು ಸನ್ಮಾನಿಸಿದರು. ಬ್ಲಾಕ್ ಕಾಂಗ್ರೆಸ್ ಅಧ್ಯಕ್ಷರು, ತಾಲೂಕು ಗ್ಯಾರಂಟಿ ಸಮಿತಿಯ ಸದಸ್ಯರು ಹಾಜರಿದ್ದರು. bbox=[1114, 1784, 1304, 1873]
photo-person bbox=[1215, 167, 1249, 277]
photo-person bbox=[629, 631, 651, 715]
photo-person bbox=[1031, 1803, 1055, 1883]
photo-swamiji-caption: ಆಧ್ಯಾತ್ಮಿಕ ಗುರುವಿನಲ್ಲಿದ್ದರೆ ಆದರ ಅಲ್ಲಿ ಗಣೇಶೋಯ ನೆಮ್ಮದಿ ದೊರೆಯುವುದು ಎಂದರು. bbox=[1126, 687, 1302, 713]
photo-person bbox=[539, 1129, 569, 1239]
masthead bbox=[30, 50, 1310, 124]
photo-person bbox=[809, 631, 831, 715]
madhu-headline: ಮಧು ಕಾಕನೂರು ಗ್ರಾಮ ಪಂಚಾಯಿತಿ ಅಧ್ಯಕ್ಷ bbox=[296, 1054, 637, 1082]
lead-headline: ಗೊಬ್ಬರದ ಕೃತಕ ಅಭಾವ ನೀಗಿಸಿ bbox=[298, 476, 816, 534]
sidebar-item-body: ● ನ್ಯಾಮತಿ: ಪಟ್ಟಣದ ನಿವಾಸಿ ಸುಶೀಲಮ್ಮ ನಂಜರಾಜಯ್ಯ (74) ವಯೋಸಹಜ ಅನಾರೋಗ್ಯದಿಂದ ನಿಧನರಾದರು. ಮೃತರಿಗೆ ಮೂವರು ಪುತ್ರರು, ಪುತ್ರಿಯರು ಇದ್ದಾರೆ. ಅಂತ್ಯಕ್ರಿಯೆ ಸೋಮವಾರ ನೆರವೇರಿತು. bbox=[30, 1302, 174, 1365]
photo-person bbox=[501, 1131, 531, 1239]
registration-mark bbox=[106, 2078, 164, 2090]
photo-person bbox=[437, 1401, 473, 1551]
photo-person bbox=[711, 1405, 747, 1551]
photo-person bbox=[467, 1135, 495, 1239]
sidebar-item-3 bbox=[30, 717, 270, 963]
swamiji-headline: ಭಕ್ತಿಯ ವಿಚಾರದಲ್ಲಿ ಒಂದಾಗಿ bbox=[974, 468, 1229, 498]
sidebar-item-5 bbox=[30, 1280, 270, 1452]
masthead-city-small: ಶಿವಮೊಗ್ಗ bbox=[126, 103, 158, 114]
photo-garland bbox=[1247, 603, 1297, 673]
guarantee-photo-caption: ಅಧಿಕಾರಕ್ಕೆ ಬಂದ 21ನೇ ದಿನ ಶಕ್ತಿ ಯೋಜನೆ ಆರಂಭ bbox=[912, 1890, 1091, 1902]
guarantee-kicker: ಸಾಂಕೇತಿಕವಾಗಿ ಟಿಕೆಟ್ ವಿತರಿಸಿದ ಶಾಸಕ ಡಿ.ಜಿ. ಶಾಂತನಗೌಡ bbox=[692, 1690, 1059, 1712]
col-divider bbox=[962, 132, 963, 432]
obituary-photo-susheelamma bbox=[180, 1344, 270, 1460]
min-temp-label: ಕನಿಷ್ಠ bbox=[760, 60, 776, 70]
